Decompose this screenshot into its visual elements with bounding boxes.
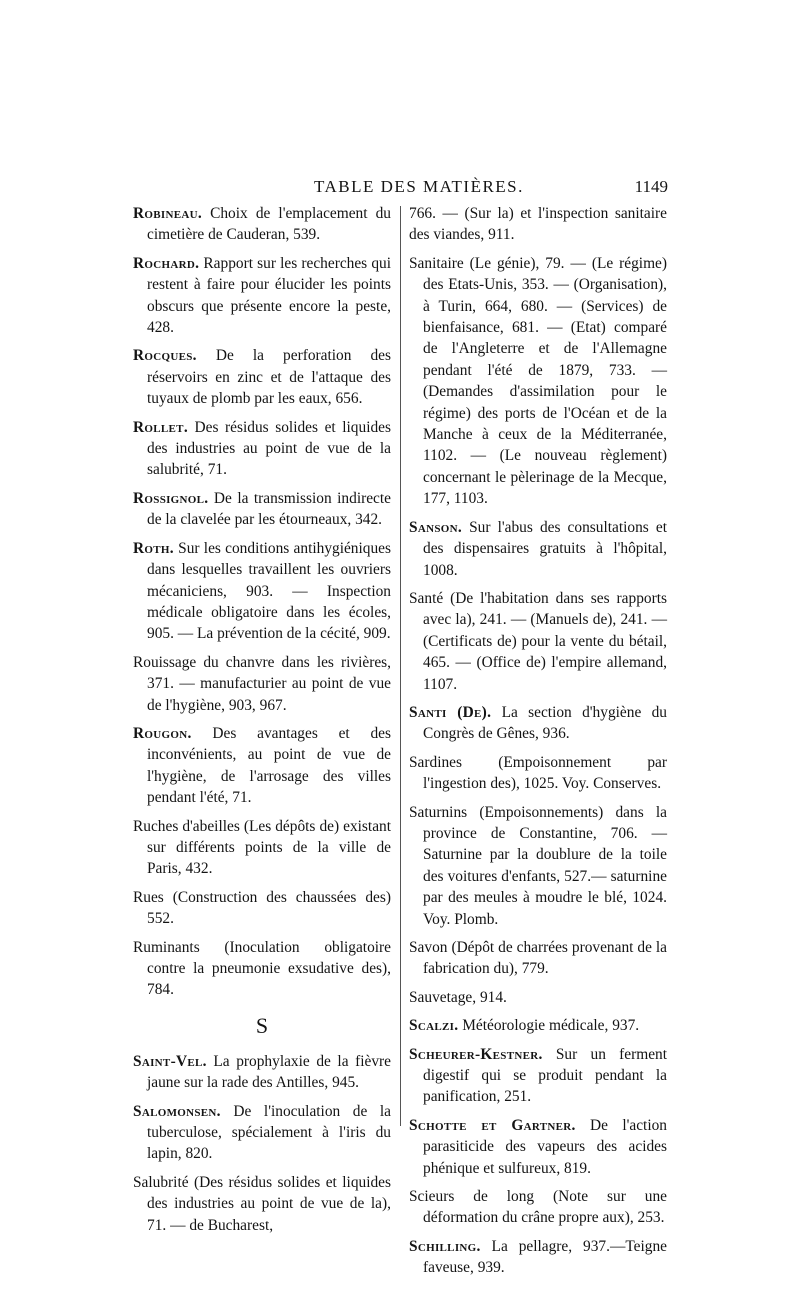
index-entry (133, 723, 391, 809)
continued-entry: 766. — (Sur la) et l'inspection sanitaire des viandes, 911. (409, 205, 667, 244)
entry-text: Des résidus solides et liquides des industries au point de vue de la salubrité, 71. (147, 418, 391, 479)
entry-text: La pellagre, 937.—Teigne faveuse, 939. (423, 1237, 667, 1277)
index-entry (133, 203, 391, 246)
entry-text: De la transmission indirecte de la clavelée par les étourneaux, 342. (147, 489, 391, 529)
entry-text: Sauvetage, 914. (409, 988, 507, 1006)
entry-author: Schilling. (409, 1237, 481, 1255)
right-entries (409, 253, 667, 1279)
index-entry (409, 1015, 667, 1036)
entry-text: Sur les conditions antihygiéniques dans lesquelles travaillent les ouvriers mécaniciens, 903. — Inspection médicale obligatoire dans les écoles, 905. — La prévention de la cécité, 909. (147, 539, 391, 643)
index-entry (133, 1051, 391, 1094)
entry-text: Rapport sur les recherches qui restent à faire pour élucider les points obscurs que présente encore la peste, 428. (147, 254, 391, 337)
entry-text: Sur un ferment digestif qui se produit pendant la panification, 251. (423, 1045, 667, 1106)
entry-text: Savon (Dépôt de charrées provenant de la fabrication du), 779. (409, 939, 667, 978)
entry-text: De l'action parasiticide des vapeurs des acides phénique et sulfureux, 819. (423, 1116, 667, 1177)
entry-text: Santé (De l'habitation dans ses rapports avec la), 241. — (Manuels de), 241. — (Certificats de) pour la vente du bétail, 465. — (Office de) l'empire allemand, 1107. (409, 589, 667, 693)
index-entry (409, 752, 667, 795)
index-entry (409, 987, 667, 1008)
entry-author: Scheurer-Kestner. (409, 1045, 543, 1063)
index-entry (133, 887, 391, 930)
entry-author: Rochard. (133, 254, 200, 272)
index-entry (133, 417, 391, 481)
index-entry (133, 1172, 391, 1236)
column-divider (400, 206, 401, 1126)
index-entry (409, 802, 667, 930)
entry-text: Des avantages et des inconvénients, au point de vue de l'hygiène, de l'arrosage des villes pendant l'été, 71. (147, 724, 391, 807)
entry-text: Salubrité (Des résidus solides et liquides des industries au point de vue de la), 71. — de Bucharest, (133, 1173, 391, 1234)
entry-author: Rougon. (133, 724, 192, 742)
left-entries-after (133, 1051, 391, 1236)
entry-text: Choix de l'emplacement du cimetière de Cauderan, 539. (147, 205, 391, 244)
page-number: 1149 (634, 177, 668, 196)
entry-text: Ruches d'abeilles (Les dépôts de) existant sur différents points de la ville de Paris, 432. (133, 817, 391, 878)
index-entry (409, 1115, 667, 1179)
entry-text: Météorologie médicale, 937. (458, 1017, 640, 1035)
entry-author: Santi (De). (409, 703, 492, 721)
entry-author: Saint-Vel. (133, 1052, 207, 1070)
entry-text: Ruminants (Inoculation obligatoire contre la pneumonie exsudative des), 784. (133, 938, 391, 999)
left-column (133, 203, 391, 1243)
entry-text: Rues (Construction des chaussées des) 552. (133, 888, 391, 928)
index-entry (133, 1101, 391, 1165)
index-entry (133, 816, 391, 880)
index-entry (409, 1236, 667, 1279)
index-entry (409, 702, 667, 745)
entry-text: Sur l'abus des consultations et des dispensaires gratuits à l'hôpital, 1008. (423, 518, 667, 579)
entry-author: Salomonsen. (133, 1102, 221, 1120)
entry-text: Rouissage du chanvre dans les rivières, 371. — manufacturier au point de vue de l'hygiène, 903, 967. (133, 653, 391, 714)
entry-text: De la perforation des réservoirs en zinc et de l'attaque des tuyaux de plomb par les eaux, 656. (147, 347, 391, 408)
entry-author: Scalzi. (409, 1017, 459, 1035)
entry-author: Rossignol. (133, 489, 209, 507)
entry-author: Sanson. (409, 518, 463, 536)
section-letter: S (255, 1012, 269, 1038)
index-entry (409, 253, 667, 510)
running-head (270, 177, 668, 201)
left-entries (133, 203, 391, 1001)
right-column (409, 203, 667, 1286)
entry-author: Schotte et Gartner. (409, 1116, 576, 1134)
entry-text: Scieurs de long (Note sur une déformation du crâne propre aux), 253. (409, 1188, 667, 1227)
index-entry (409, 1044, 667, 1108)
entry-text: La prophylaxie de la fièvre jaune sur la rade des Antilles, 945. (147, 1052, 391, 1092)
index-entry (133, 937, 391, 1001)
entry-author: Roth. (133, 539, 174, 557)
index-entry (409, 1186, 667, 1229)
entry-author: Rocques. (133, 347, 197, 365)
entry-text: De l'inoculation de la tuberculose, spécialement à l'iris du lapin, 820. (147, 1102, 391, 1163)
index-entry (133, 652, 391, 716)
entry-author: Rollet. (133, 418, 188, 436)
index-entry (133, 488, 391, 531)
index-entry (133, 538, 391, 645)
entry-text: Saturnins (Empoisonnements) dans la province de Constantine, 706. — Saturnine par la doublure de la toile des voitures d'enfants, 527.— saturnine par des meules à moudre le blé, 1024. Voy. Plomb. (409, 803, 667, 928)
entry-author: Robineau. (133, 205, 203, 222)
index-entry (133, 345, 391, 409)
running-title: TABLE DES MATIÈRES. (314, 177, 524, 196)
entry-text: Sardines (Empoisonnement par l'ingestion des), 1025. Voy. Conserves. (409, 753, 667, 793)
index-entry (409, 588, 667, 695)
index-entry (409, 517, 667, 581)
index-entry (133, 253, 391, 339)
entry-text: Sanitaire (Le génie), 79. — (Le régime) des Etats-Unis, 353. — (Organisation), à Turin, 664, 680. — (Services) de bienfaisance, 681. — (Etat) comparé de l'Angleterre et de l'Allemagne pendant l'été de 1879, 733. — (Demandes d'assimilation pour le régime) des ports de l'Océan et de la Manche à ceux de la Méditerranée, 1102. — (Le nouveau règlement) concernant le pèlerinage de la Mecque, 177, 1103. (409, 254, 667, 508)
entry-text: La section d'hygiène du Congrès de Gênes, 936. (423, 703, 667, 743)
index-entry (409, 937, 667, 980)
